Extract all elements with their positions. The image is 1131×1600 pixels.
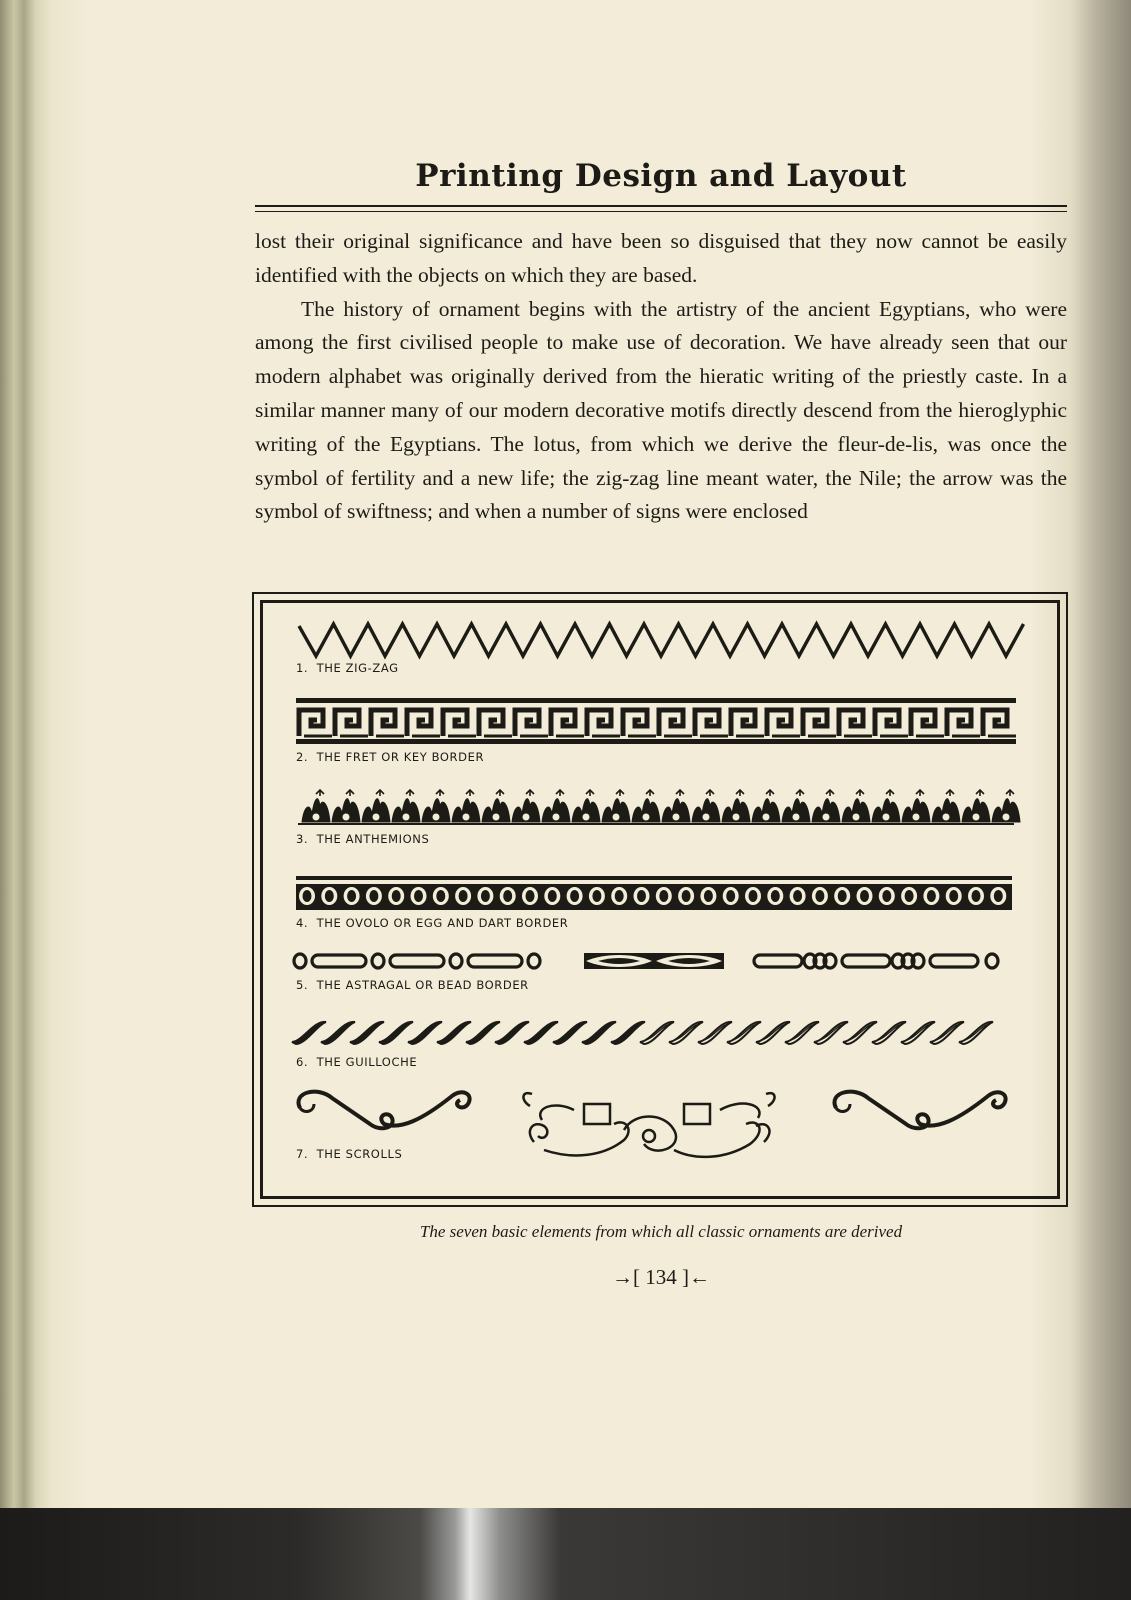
egg-and-dart-ornament [296, 876, 1012, 912]
scanner-edge [0, 1508, 1131, 1600]
body-text [255, 225, 1067, 529]
ornament-figure [252, 592, 1068, 1207]
anthemion-ornament [298, 788, 1014, 828]
figure-caption: The seven basic elements from which all classic ornaments are derived [419, 1222, 903, 1241]
paragraph: The history of ornament begins with the artistry of the ancient Egyptians, who were among the first civilised people to make use of decoration. We have already seen that our modern alphabet was originally derived from the hieratic writing of the priestly caste. In a similar manner many of our modern decorative motifs directly descend from the hieroglyphic writing of the Egyptians. The lotus, from which we derive the fleur-de-lis, was once the symbol of fertility and a new life; the zig-zag line meant water, the Nile; the arrow was the symbol of swiftness; and when a number of signs were enclosed [255, 296, 1067, 524]
paragraph: lost their original significance and have been so disguised that they now cannot be easily identified with the objects on which they are based. [255, 229, 1067, 287]
scroll-ornament [828, 1086, 1008, 1136]
scroll-ornament [292, 1086, 472, 1136]
zigzag-ornament [299, 620, 1034, 660]
figure-label: 2. THE FRET OR KEY BORDER [296, 750, 485, 764]
scroll-ornament [514, 1090, 784, 1162]
figure-label: 1. THE ZIG-ZAG [296, 661, 399, 675]
header-rule [255, 205, 1067, 207]
running-head: Printing Design and Layout [415, 158, 907, 194]
figure-label: 6. THE GUILLOCHE [296, 1055, 418, 1069]
header-rule-thin [255, 211, 1067, 212]
figure-label: 3. THE ANTHEMIONS [296, 832, 430, 846]
figure-label: 5. THE ASTRAGAL OR BEAD BORDER [296, 978, 529, 992]
bead-border-ornament [294, 948, 1014, 974]
figure-label: 4. THE OVOLO OR EGG AND DART BORDER [296, 916, 569, 930]
figure-label: 7. THE SCROLLS [296, 1147, 403, 1161]
page-number: →[ 134 ]← [612, 1265, 710, 1289]
guilloche-ornament [292, 1018, 1012, 1046]
fret-key-ornament [296, 698, 1016, 744]
